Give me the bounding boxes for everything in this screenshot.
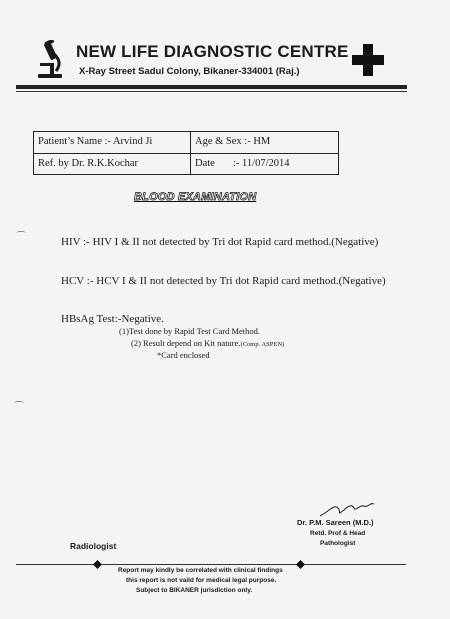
margin-mark: ⌒ <box>14 402 24 413</box>
referring-doctor: Ref. by Dr. R.K.Kochar <box>38 158 139 169</box>
pathologist-role: Pathologist <box>320 540 356 547</box>
patient-name: Patient’s Name :- Arvind Ji <box>38 136 153 147</box>
signature <box>318 498 376 520</box>
report-date-value: :- 11/07/2014 <box>233 158 290 169</box>
lab-name: NEW LIFE DIAGNOSTIC CENTRE <box>76 42 349 61</box>
section-title: BLOOD EXAMINATION <box>134 191 257 203</box>
pathologist-title: Retd. Prof & Head <box>310 530 366 537</box>
patient-age-sex: Age & Sex :- HM <box>195 136 271 147</box>
medical-cross-icon <box>352 44 384 76</box>
lab-address: X-Ray Street Sadul Colony, Bikaner-334001 (Raj.) <box>79 66 300 77</box>
note-kit-company: (Comp. ASPEN) <box>240 341 285 348</box>
radiologist-label: Radiologist <box>70 541 117 551</box>
diamond-icon <box>296 560 305 569</box>
table-divider <box>34 153 338 154</box>
header-rule-thin <box>16 91 407 92</box>
diamond-icon <box>93 560 102 569</box>
report-date-label: Date <box>195 158 215 169</box>
footer-jurisdiction: Subject to BIKANER jurisdiction only. <box>136 587 253 594</box>
footer-rule <box>16 564 406 565</box>
pathologist-name: Dr. P.M. Sareen (M.D.) <box>297 518 374 527</box>
header-rule <box>16 85 407 89</box>
hiv-result: HIV :- HIV I & II not detected by Tri dot Rapid card method.(Negative) <box>61 236 379 248</box>
footer-disclaimer: Report may kindly be correlated with clinical findings <box>118 567 283 574</box>
note-kit-nature <box>131 338 284 348</box>
patient-info-table <box>33 131 339 175</box>
hcv-result: HCV :- HCV I & II not detected by Tri dot Rapid card method.(Negative) <box>61 275 386 287</box>
note-test-method: (1)Test done by Rapid Test Card Method. <box>119 326 261 336</box>
note-kit-nature-text: (2) Result depend on Kit nature. <box>131 338 241 348</box>
note-card-enclosed: *Card enclosed <box>157 350 210 360</box>
margin-mark: ⌒ <box>16 232 26 243</box>
footer-legal: this report is not vaild for medical legal purpose. <box>126 577 277 584</box>
microscope-icon <box>36 40 66 80</box>
hbsag-result: HBsAg Test:-Negative. <box>61 313 164 325</box>
